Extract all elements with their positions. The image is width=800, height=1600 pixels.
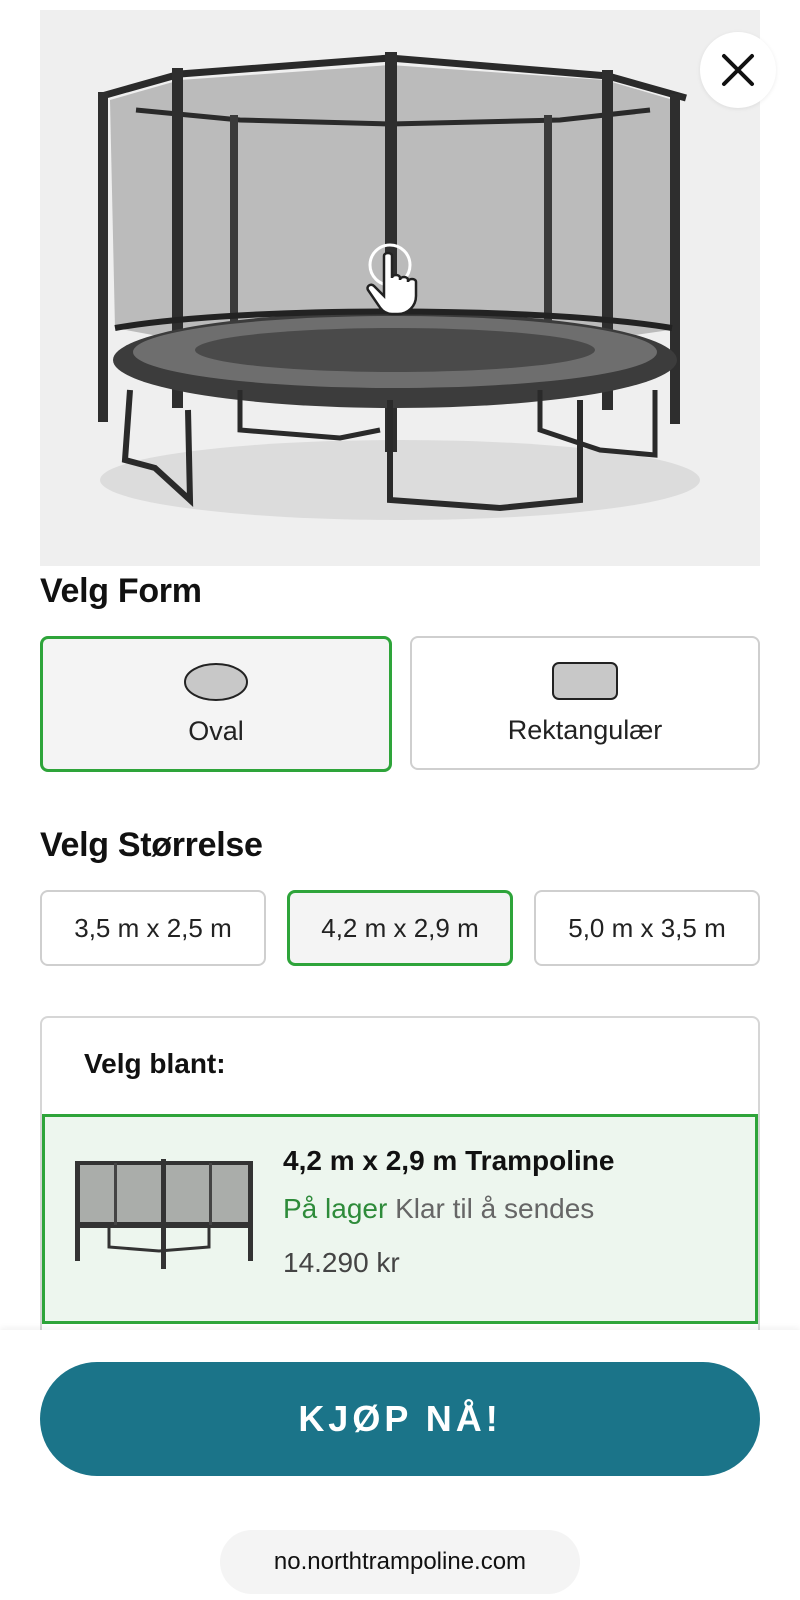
browser-url-bar[interactable]: no.northtrampoline.com <box>220 1530 580 1594</box>
product-name: 4,2 m x 2,9 m Trampoline <box>283 1145 615 1176</box>
product-price: 14.290 kr <box>283 1247 400 1278</box>
product-image[interactable] <box>40 10 760 566</box>
buy-now-button[interactable]: KJØP NÅ! <box>40 1362 760 1476</box>
size-option-3-5x2-5[interactable] <box>40 890 266 966</box>
product-row-selected[interactable] <box>42 1114 758 1324</box>
size-option-4-2x2-9[interactable] <box>287 890 513 966</box>
shape-section-title: Velg Form <box>40 572 202 610</box>
rectangle-shape-icon <box>551 661 619 701</box>
close-icon <box>721 53 755 87</box>
shape-option-label: Rektangulær <box>507 714 663 745</box>
bottom-bar <box>0 1330 800 1600</box>
size-section-title: Velg Størrelse <box>40 826 263 864</box>
shape-option-label: Oval <box>188 715 244 746</box>
stock-message: Klar til å sendes <box>395 1193 595 1224</box>
hand-pointer-icon <box>362 248 422 318</box>
choose-label: Velg blant: <box>84 1048 226 1079</box>
stock-line <box>283 1193 594 1225</box>
shape-option-rectangular[interactable] <box>410 636 760 770</box>
size-option-5-0x3-5[interactable] <box>534 890 760 966</box>
oval-shape-icon <box>183 662 249 702</box>
product-chooser <box>40 1016 760 1336</box>
shape-option-oval[interactable] <box>40 636 392 772</box>
size-option-label: 4,2 m x 2,9 m <box>321 912 479 943</box>
close-button[interactable] <box>700 32 776 108</box>
stock-status: På lager <box>283 1193 388 1224</box>
trampoline-thumbnail <box>69 1155 259 1275</box>
size-option-label: 3,5 m x 2,5 m <box>74 912 232 943</box>
size-option-label: 5,0 m x 3,5 m <box>568 912 726 943</box>
